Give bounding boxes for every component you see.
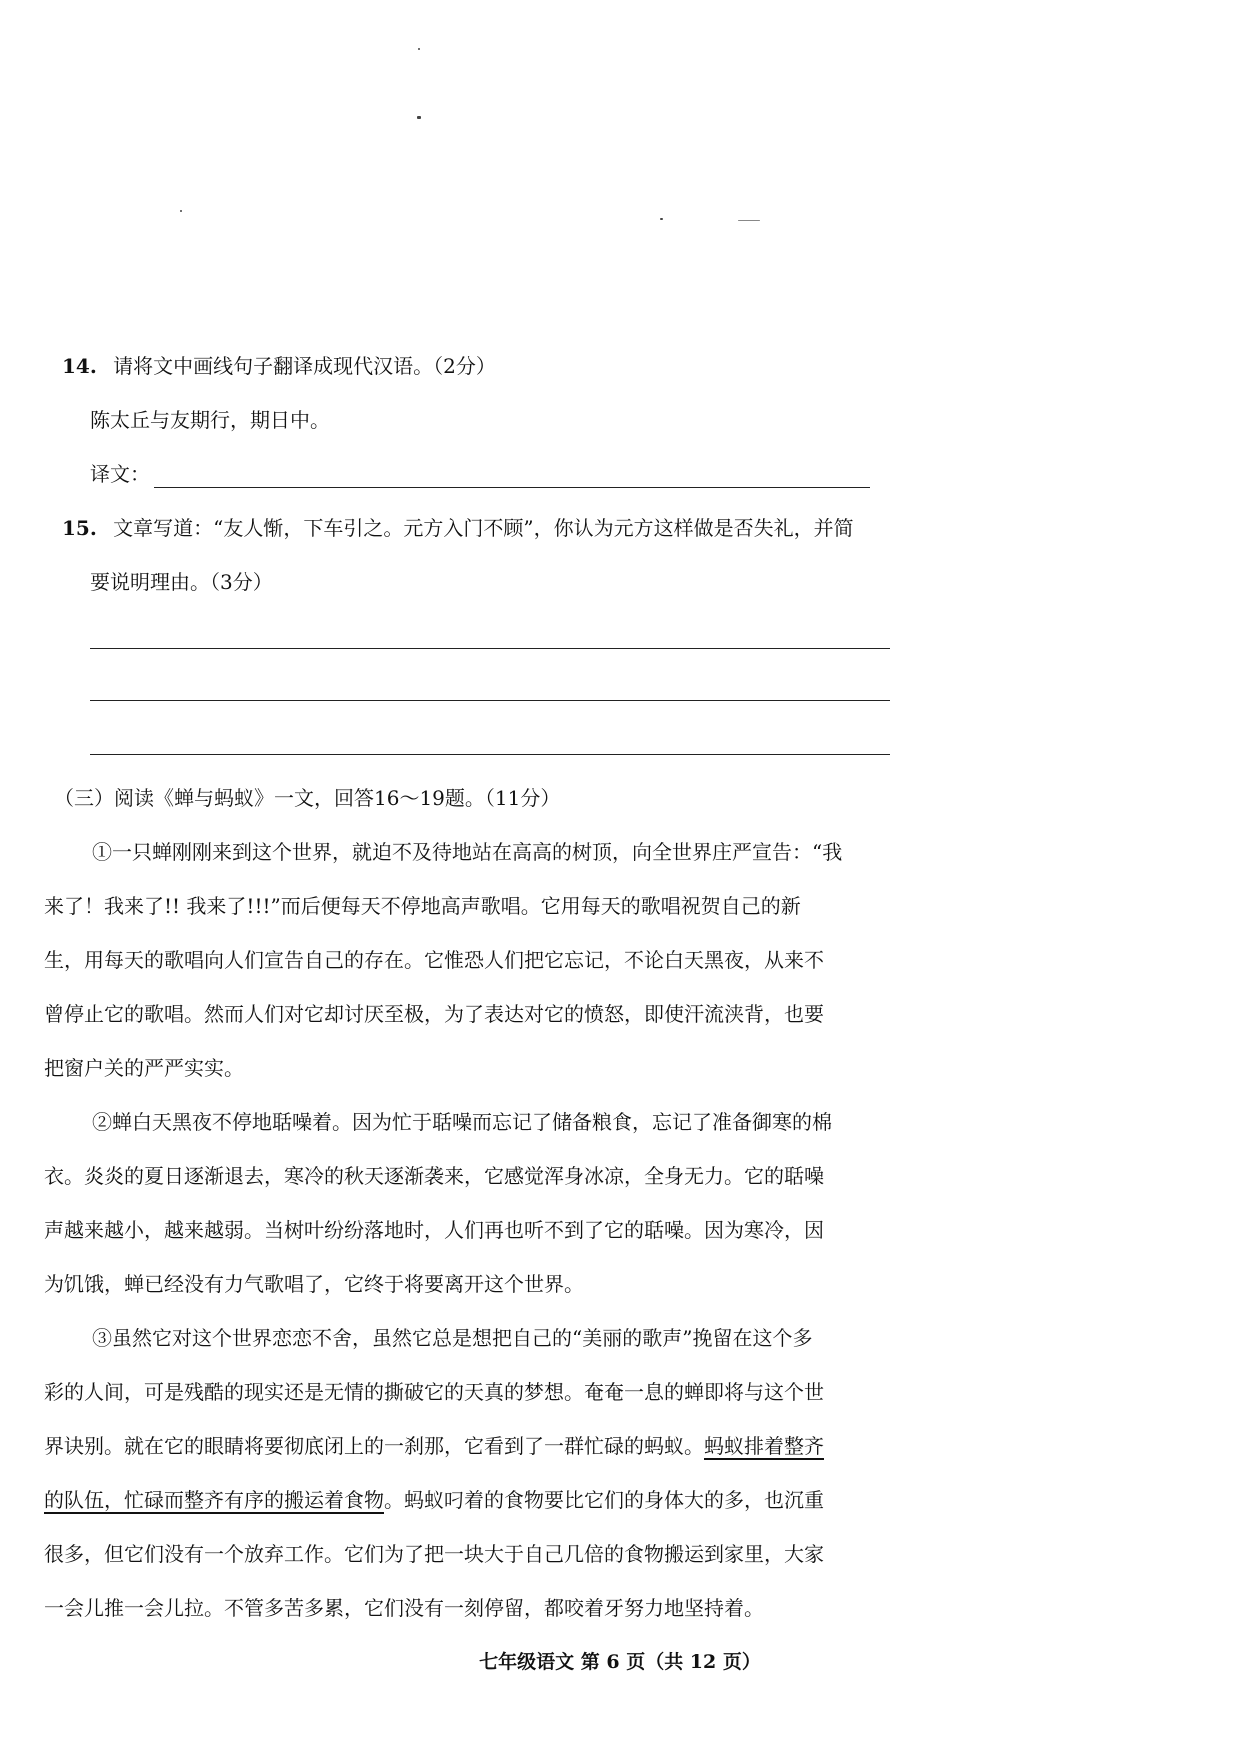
section3-heading: （三）阅读《蝉与蚂蚁》一文，回答16～19题。（11分） bbox=[54, 786, 561, 810]
underlined-sentence-part1: 蚂蚁排着整齐 bbox=[704, 1434, 824, 1458]
underlined-sentence-part2: 的队伍，忙碌而整齐有序的搬运着食物 bbox=[44, 1488, 384, 1512]
p1-line: 来了！我来了!! 我来了!!!”而后便每天不停地高声歌唱。它用每天的歌唱祝贺自己的新 bbox=[44, 894, 801, 918]
p2-line: 为饥饿，蝉已经没有力气歌唱了，它终于将要离开这个世界。 bbox=[44, 1272, 584, 1296]
p3-line bbox=[44, 1486, 824, 1514]
p2-line: 衣。炎炎的夏日逐渐退去，寒冷的秋天逐渐袭来，它感觉浑身冰凉，全身无力。它的聒噪 bbox=[44, 1164, 824, 1188]
scan-speck bbox=[180, 210, 182, 212]
p2-line: 声越来越小，越来越弱。当树叶纷纷落地时，人们再也听不到了它的聒噪。因为寒冷，因 bbox=[44, 1218, 824, 1242]
p3-text: 。蚂蚁叼着的食物要比它们的身体大的多，也沉重 bbox=[384, 1488, 824, 1512]
q15-prompt-text1: 文章写道：“友人惭，下车引之。元方入门不顾”，你认为元方这样做是否失礼，并简 bbox=[113, 516, 854, 540]
q14-sentence: 陈太丘与友期行，期日中。 bbox=[90, 408, 330, 432]
q14-answer-line[interactable] bbox=[154, 487, 870, 488]
p3-line bbox=[44, 1432, 824, 1460]
q15-answer-line-3[interactable] bbox=[90, 754, 890, 755]
q15-prompt-line2: 要说明理由。（3分） bbox=[90, 570, 273, 594]
q14-prompt-line bbox=[62, 352, 496, 380]
p2-line: ②蝉白天黑夜不停地聒噪着。因为忙于聒噪而忘记了储备粮食，忘记了准备御寒的棉 bbox=[92, 1110, 832, 1134]
q15-answer-line-2[interactable] bbox=[90, 700, 890, 701]
scan-speck bbox=[660, 218, 663, 220]
p3-line: 一会儿推一会儿拉。不管多苦多累，它们没有一刻停留，都咬着牙努力地坚持着。 bbox=[44, 1596, 764, 1620]
p3-line: 彩的人间，可是残酷的现实还是无情的撕破它的天真的梦想。奄奄一息的蝉即将与这个世 bbox=[44, 1380, 824, 1404]
q14-answer-label: 译文： bbox=[90, 462, 150, 486]
q14-prompt: 请将文中画线句子翻译成现代汉语。（2分） bbox=[113, 354, 496, 378]
p1-line: 生，用每天的歌唱向人们宣告自己的存在。它惟恐人们把它忘记，不论白天黑夜，从来不 bbox=[44, 948, 824, 972]
p1-line: ①一只蝉刚刚来到这个世界，就迫不及待地站在高高的树顶，向全世界庄严宣告：“我 bbox=[92, 840, 843, 864]
scan-speck bbox=[418, 48, 420, 50]
q15-number: 15. bbox=[62, 516, 97, 540]
q15-answer-line-1[interactable] bbox=[90, 648, 890, 649]
q15-prompt-line1 bbox=[62, 514, 854, 542]
p3-line: 很多，但它们没有一个放弃工作。它们为了把一块大于自己几倍的食物搬运到家里，大家 bbox=[44, 1542, 824, 1566]
scan-speck bbox=[738, 220, 760, 221]
p3-line: ③虽然它对这个世界恋恋不舍，虽然它总是想把自己的“美丽的歌声”挽留在这个多 bbox=[92, 1326, 813, 1350]
p1-line: 把窗户关的严严实实。 bbox=[44, 1056, 244, 1080]
scan-speck bbox=[417, 116, 421, 119]
q14-number: 14. bbox=[62, 354, 97, 378]
p3-text: 界诀别。就在它的眼睛将要彻底闭上的一刹那，它看到了一群忙碌的蚂蚁。 bbox=[44, 1434, 704, 1458]
page-footer: 七年级语文 第 6 页（共 12 页） bbox=[479, 1651, 761, 1673]
p1-line: 曾停止它的歌唱。然而人们对它却讨厌至极，为了表达对它的愤怒，即使汗流浃背，也要 bbox=[44, 1002, 824, 1026]
